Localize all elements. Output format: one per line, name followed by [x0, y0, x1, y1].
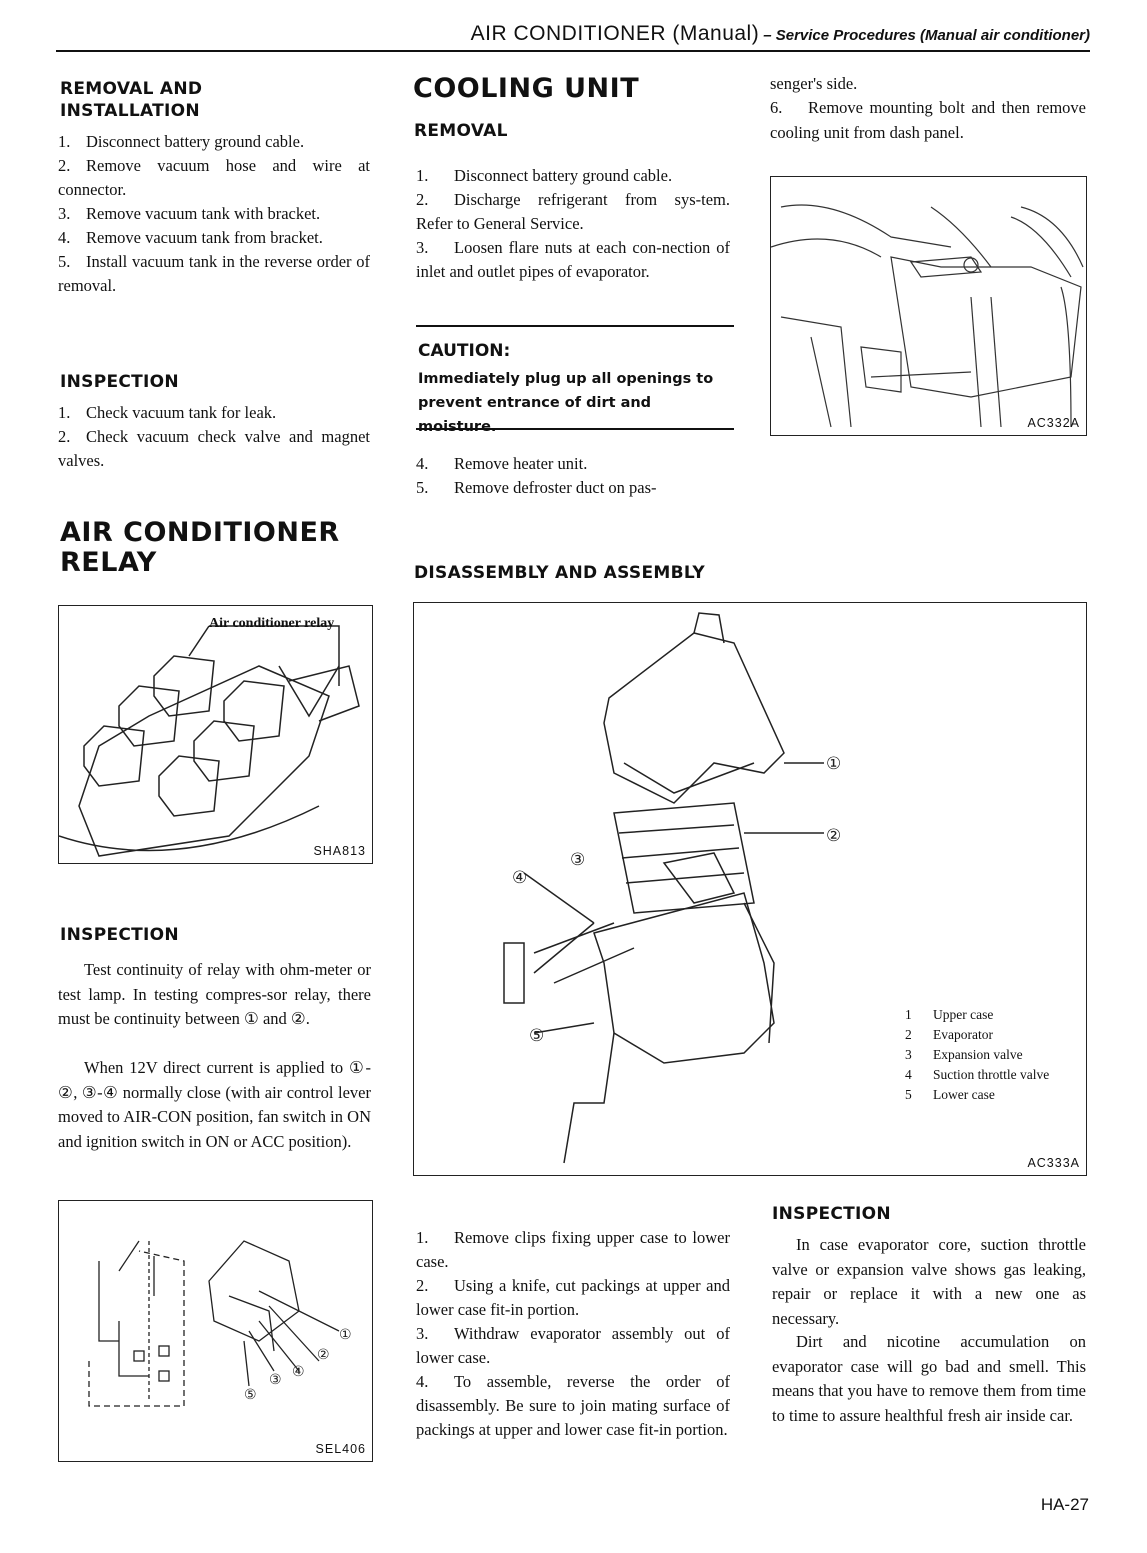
photo-figure-code: AC332A: [1027, 416, 1080, 430]
exploded-callout-1: ①: [826, 754, 842, 774]
legend-item: 5 Lower case: [905, 1087, 995, 1102]
disassembly-steps: [416, 1226, 730, 1442]
right-inspection-heading: INSPECTION: [772, 1204, 891, 1224]
left-inspection-steps: [58, 401, 370, 473]
list-item: 2. Check vacuum check valve and magnet valves.: [58, 427, 370, 470]
list-item: 1. Disconnect battery ground cable.: [58, 132, 305, 151]
list-item: 4. Remove heater unit.: [416, 454, 588, 473]
right-inspection-para2: Dirt and nicotine accumulation on evaporator case will go bad and smell. This means that you have to remove them from time to time to assure healthful fresh air inside car.: [772, 1332, 1086, 1425]
cooling-unit-photo-figure: [770, 176, 1087, 436]
legend-item: 1 Upper case: [905, 1007, 994, 1022]
relay-figure-code: SHA813: [313, 844, 366, 858]
relay-callout-label: Air conditioner relay: [209, 616, 335, 631]
circuit-figure-code: SEL406: [315, 1442, 366, 1456]
cooling-removal-steps: [416, 164, 730, 284]
circuit-figure: [58, 1200, 373, 1462]
list-item: 3. Loosen flare nuts at each con-nection of inlet and outlet pipes of evaporator.: [416, 238, 730, 281]
exploded-callout-2: ②: [826, 826, 842, 846]
list-item: 1. Check vacuum tank for leak.: [58, 403, 277, 422]
exploded-callout-3: ③: [570, 850, 586, 870]
list-item: 3. Withdraw evaporator assembly out of lower case.: [416, 1324, 730, 1367]
left-inspection-heading: INSPECTION: [60, 372, 179, 392]
list-item: 4. Remove vacuum tank from bracket.: [58, 228, 323, 247]
circuit-callout-3: ③: [269, 1372, 282, 1388]
caution-title: CAUTION:: [418, 341, 511, 361]
exploded-callout-5: ⑤: [529, 1026, 545, 1046]
cooling-removal-steps-continued: [416, 452, 730, 500]
list-item: 2. Using a knife, cut packings at upper and lower case fit-in portion.: [416, 1276, 730, 1319]
legend-item: 4 Suction throttle valve: [905, 1067, 1050, 1082]
removal-installation-heading: REMOVAL AND INSTALLATION: [60, 79, 203, 121]
cooling-removal-heading: REMOVAL: [414, 121, 508, 141]
relay-figure: [58, 605, 373, 864]
disassembly-heading: DISASSEMBLY AND ASSEMBLY: [414, 563, 705, 583]
list-item: 2. Discharge refrigerant from sys-tem. Refer to General Service.: [416, 190, 730, 233]
right-inspection-para1: In case evaporator core, suction throttle valve or expansion valve shows gas leaking, repair or replace it with a new one as necessary.: [772, 1235, 1086, 1328]
relay-heading: AIR CONDITIONER RELAY: [60, 517, 340, 578]
relay-inspection-heading: INSPECTION: [60, 925, 179, 945]
caution-box: [416, 325, 734, 435]
cooling-unit-heading: COOLING UNIT: [413, 73, 640, 104]
list-item: 5. Install vacuum tank in the reverse order of removal.: [58, 252, 370, 295]
left-removal-steps: [58, 130, 370, 298]
list-item: 5. Remove defroster duct on pas-: [416, 478, 657, 497]
circuit-callout-2: ②: [317, 1347, 330, 1363]
page-number: HA-27: [1040, 1495, 1089, 1514]
circuit-callout-5: ⑤: [244, 1387, 257, 1403]
list-item: 3. Remove vacuum tank with bracket.: [58, 204, 321, 223]
header-title: AIR CONDITIONER (Manual): [470, 22, 760, 45]
relay-circuit-diagram: [59, 1201, 373, 1462]
relay-inspection-para2: When 12V direct current is applied to ①-②, ③-④ normally close (with air control lever moved to AIR-CON position, fan switch in ON and ignition switch in ON or ACC position).: [58, 1058, 371, 1151]
list-item: 1. Remove clips fixing upper case to lower case.: [416, 1228, 730, 1271]
exploded-legend: [905, 1005, 1049, 1105]
continued-text: senger's side.: [770, 74, 858, 93]
exploded-figure-code: AC333A: [1027, 1156, 1080, 1170]
circuit-callout-4: ④: [292, 1364, 305, 1380]
exploded-callout-4: ④: [512, 868, 528, 888]
caution-text: Immediately plug up all openings to prevent entrance of dirt and moisture.: [418, 371, 714, 435]
circuit-callout-1: ①: [339, 1327, 352, 1343]
legend-item: 2 Evaporator: [905, 1027, 993, 1042]
list-item: 4. To assemble, reverse the order of disassembly. Be sure to join mating surface of packings at upper and lower case fit-in portion.: [416, 1372, 730, 1439]
relay-inspection-para1: Test continuity of relay with ohm-meter or test lamp. In testing compres-sor relay, there must be continuity between ① and ②.: [58, 960, 371, 1028]
legend-item: 3 Expansion valve: [905, 1047, 1023, 1062]
cooling-unit-photo: [771, 177, 1087, 436]
relay-illustration: [59, 606, 373, 864]
step-6: 6. Remove mounting bolt and then remove cooling unit from dash panel.: [770, 98, 1086, 142]
header-subtitle: – Service Procedures (Manual air conditioner): [763, 27, 1090, 44]
page-header: [56, 22, 1090, 52]
list-item: 1. Disconnect battery ground cable.: [416, 166, 673, 185]
list-item: 2. Remove vacuum hose and wire at connector.: [58, 156, 370, 199]
